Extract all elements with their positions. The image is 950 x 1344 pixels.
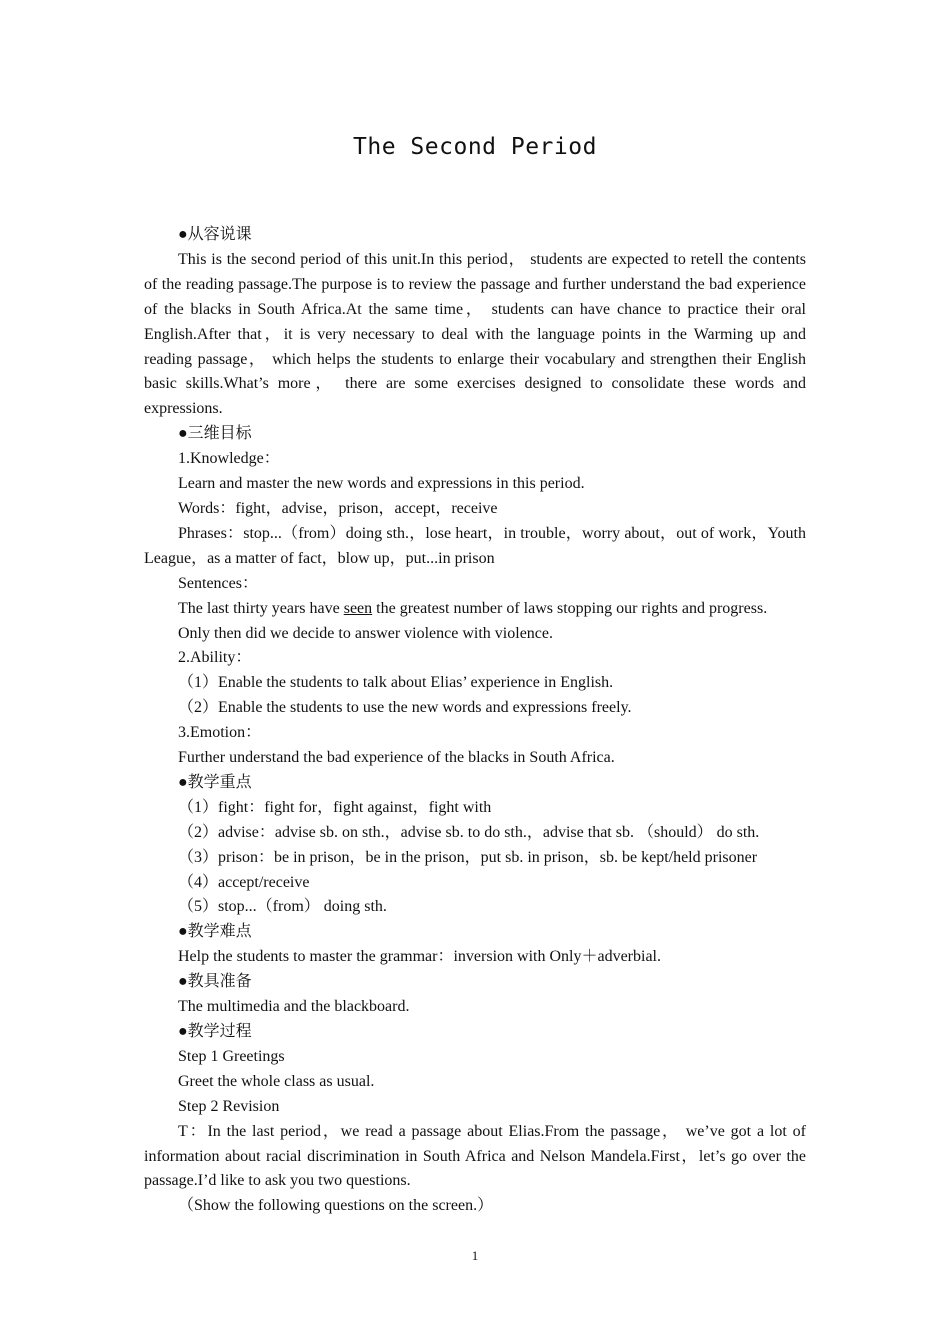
section-heading-objectives: ●三维目标	[178, 425, 252, 443]
tools-line: The multimedia and the blackboard.	[178, 998, 410, 1016]
emotion-heading: 3.Emotion：	[178, 724, 262, 742]
section-heading-keypoints: ●教学重点	[178, 773, 252, 791]
show-questions-note: （Show the following questions on the screen.）	[178, 1197, 494, 1215]
key-point-5: （5）stop...（from） doing sth.	[178, 898, 387, 916]
sentence-1-part-b: the greatest number of laws stopping our rights and progress.	[372, 599, 768, 617]
step-1-heading: Step 1 Greetings	[178, 1047, 285, 1065]
step-1-line: Greet the whole class as usual.	[178, 1072, 375, 1090]
difficulty-line: Help the students to master the grammar：inversion with Only＋adverbial.	[178, 948, 662, 966]
key-point-3: （3）prison：be in prison，be in the prison，put sb. in prison，sb. be kept/held prisoner	[178, 848, 758, 866]
key-point-4: （4）accept/receive	[178, 873, 310, 891]
knowledge-line: Learn and master the new words and expressions in this period.	[178, 475, 585, 493]
section-heading-process: ●教学过程	[178, 1023, 252, 1040]
section-heading-shuoke: ●从容说课	[178, 226, 252, 243]
sentence-2: Only then did we decide to answer violence with violence.	[178, 624, 553, 642]
sentence-1-part-a: The last thirty years have	[178, 599, 344, 617]
sentence-1	[144, 597, 806, 622]
section-heading-tools: ●教具准备	[178, 973, 252, 991]
teacher-paragraph: T：In the last period，we read a passage about Elias.From the passage， we’ve got a lot of information about racial discrimination in South Africa and Nelson Mandela.First，let’s go over the passage.I’d like to ask you two questions.	[144, 1122, 806, 1190]
ability-2: （2）Enable the students to use the new words and expressions freely.	[178, 699, 632, 717]
key-point-2: （2）advise：advise sb. on sth.，advise sb. to do sth.，advise that sb. （should） do sth.	[178, 823, 760, 841]
section-heading-difficulty: ●教学难点	[178, 923, 252, 941]
page-title: The Second Period	[353, 134, 597, 160]
intro-paragraph: This is the second period of this unit.In this period， students are expected to retell the contents of the reading passage.The purpose is to review the passage and further understand the bad experience of the blacks in South Africa.At the same time， students can have chance to practice their oral English.After that，it is very necessary to deal with the language points in the Warming up and reading passage， which helps the students to enlarge their vocabulary and strengthen their English basic skills.What’s more， there are some exercises designed to consolidate these words and expressions.	[144, 250, 806, 418]
page-number: 1	[471, 1248, 479, 1263]
phrases-line: Phrases：stop...（from）doing sth.，lose heart，in trouble，worry about，out of work，Youth League，as a matter of fact，blow up，put...in prison	[144, 524, 806, 567]
sentence-1-underlined: seen	[343, 599, 373, 617]
ability-1: （1）Enable the students to talk about Elias’ experience in English.	[178, 674, 614, 692]
key-point-1: （1）fight：fight for，fight against，fight with	[178, 798, 492, 816]
sentences-heading: Sentences：	[178, 574, 258, 592]
document-body	[144, 223, 806, 1219]
emotion-line: Further understand the bad experience of the blacks in South Africa.	[178, 749, 615, 767]
knowledge-heading: 1.Knowledge：	[178, 450, 280, 468]
step-2-heading: Step 2 Revision	[178, 1097, 280, 1115]
words-line: Words：fight，advise，prison，accept，receive	[178, 499, 498, 517]
ability-heading: 2.Ability：	[178, 649, 252, 667]
